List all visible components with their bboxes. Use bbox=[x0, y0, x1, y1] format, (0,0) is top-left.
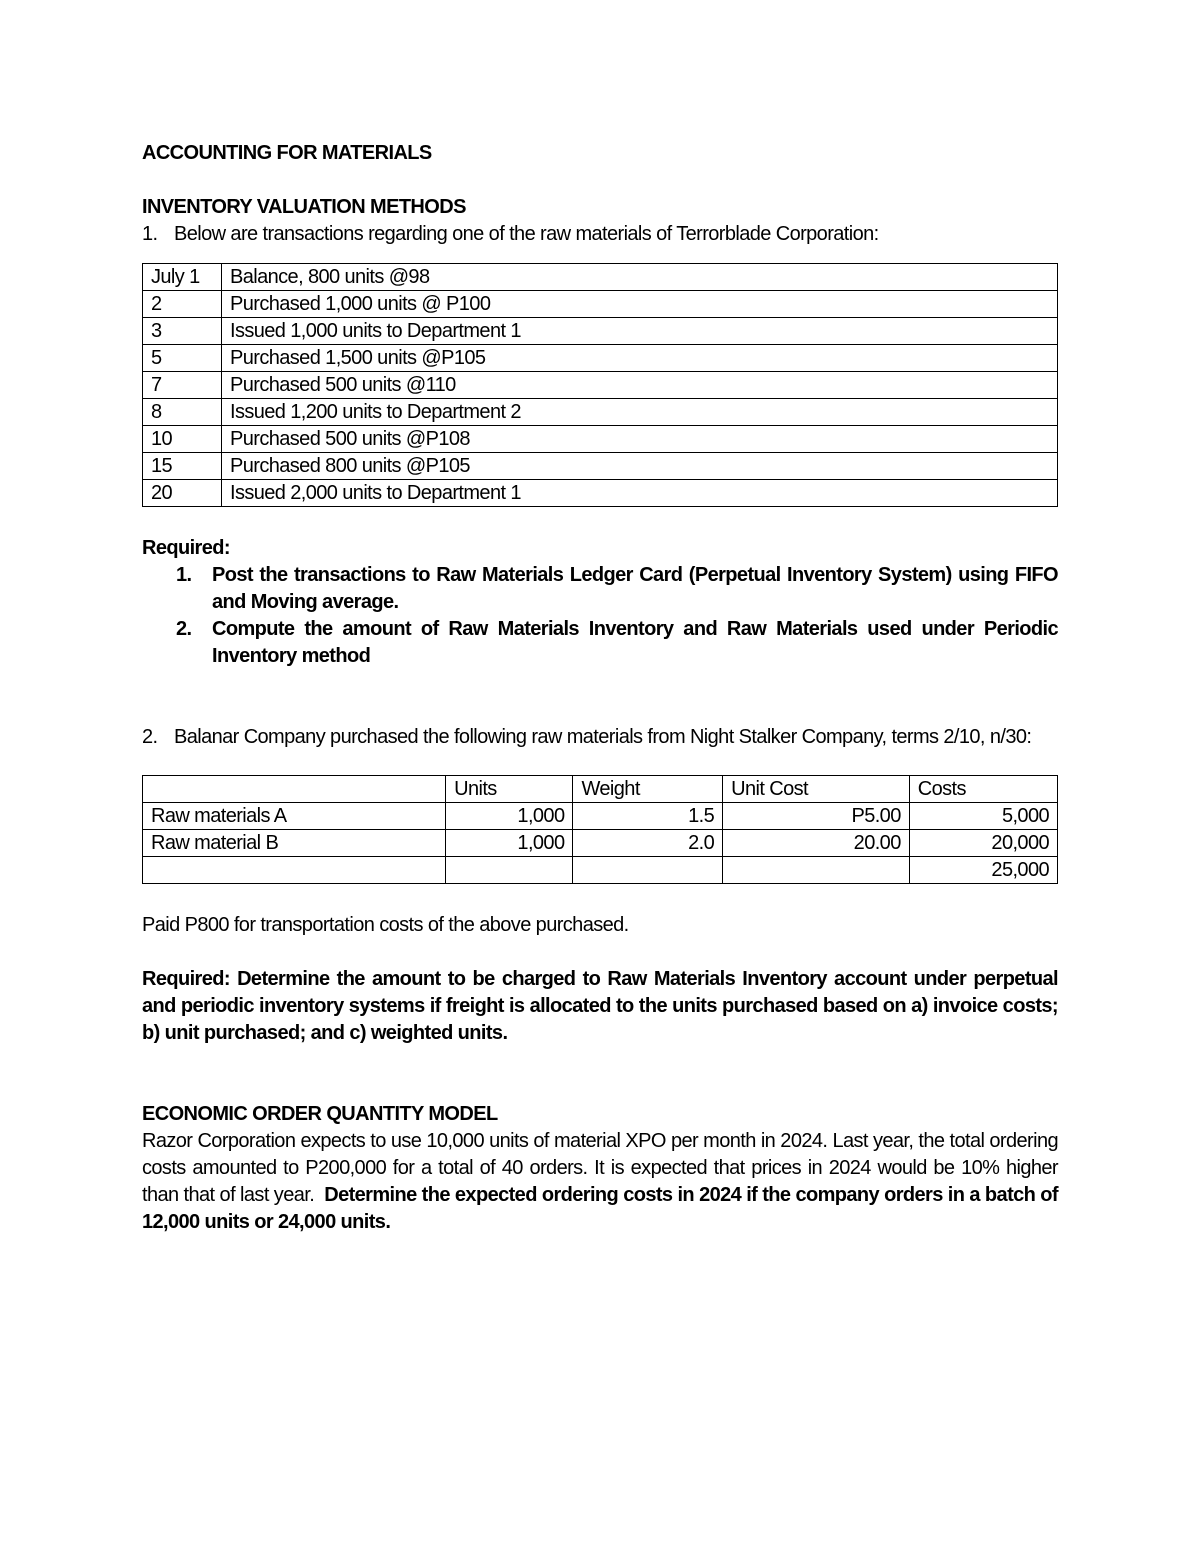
list-item-number: 2. bbox=[176, 618, 192, 640]
document-page bbox=[142, 140, 1058, 1236]
date-cell: 15 bbox=[143, 453, 222, 480]
list-item-text: Post the transactions to Raw Materials Ledger Card (Perpetual Inventory System) using FIFO and Moving average. bbox=[212, 564, 1058, 613]
header-cell bbox=[143, 776, 446, 803]
description-cell: Issued 2,000 units to Department 1 bbox=[222, 480, 1058, 507]
list-item bbox=[142, 616, 1058, 670]
date-cell: 10 bbox=[143, 426, 222, 453]
required-text-2: Required: Determine the amount to be charged to Raw Materials Inventory account under perpetual and periodic inventory systems if freight is allocated to the units purchased based on a) invoice costs; b) unit purchased; and c) weighted units. bbox=[142, 968, 1058, 1044]
eoq-body-text: Razor Corporation expects to use 10,000 units of material XPO per month in 2024. Last year, the total ordering costs amounted to P200,000 for a total of 40 orders. It is expected that prices in 2024 would be 10% higher than that of last year. bbox=[142, 1130, 1058, 1206]
problem-2-text: Balanar Company purchased the following raw materials from Night Stalker Company, terms 2/10, n/30: bbox=[174, 726, 1032, 748]
list-item-number: 1. bbox=[176, 564, 192, 586]
required-list bbox=[142, 562, 1058, 670]
table-row bbox=[143, 318, 1058, 345]
date-cell: 7 bbox=[143, 372, 222, 399]
description-cell: Issued 1,200 units to Department 2 bbox=[222, 399, 1058, 426]
problem-2-number: 2. bbox=[142, 726, 158, 748]
required-label-1: Required: bbox=[142, 537, 230, 559]
problem-2-intro bbox=[142, 724, 1058, 751]
list-item-text: Compute the amount of Raw Materials Inventory and Raw Materials used under Periodic Inventory method bbox=[212, 618, 1058, 667]
table-header-row bbox=[143, 776, 1058, 803]
problem-1-text: Below are transactions regarding one of the raw materials of Terrorblade Corporation: bbox=[174, 223, 879, 245]
section-heading-inventory-valuation: INVENTORY VALUATION METHODS bbox=[142, 196, 466, 218]
problem-1-intro bbox=[142, 221, 1058, 248]
transactions-table bbox=[142, 263, 1058, 507]
weight-cell: 1.5 bbox=[573, 803, 723, 830]
header-cell: Units bbox=[446, 776, 573, 803]
date-cell: 8 bbox=[143, 399, 222, 426]
table-row bbox=[143, 480, 1058, 507]
units-cell: 1,000 bbox=[446, 803, 573, 830]
header-cell: Costs bbox=[909, 776, 1057, 803]
weight-cell bbox=[573, 857, 723, 884]
unit-cost-cell: P5.00 bbox=[723, 803, 910, 830]
table-row bbox=[143, 399, 1058, 426]
table-row bbox=[143, 372, 1058, 399]
description-cell: Balance, 800 units @98 bbox=[222, 264, 1058, 291]
date-cell: 2 bbox=[143, 291, 222, 318]
table-row bbox=[143, 453, 1058, 480]
document-title: ACCOUNTING FOR MATERIALS bbox=[142, 142, 432, 164]
units-cell bbox=[446, 857, 573, 884]
material-name-cell bbox=[143, 857, 446, 884]
costs-cell: 20,000 bbox=[909, 830, 1057, 857]
paid-freight-text: Paid P800 for transportation costs of the above purchased. bbox=[142, 914, 629, 936]
table-row bbox=[143, 426, 1058, 453]
date-cell: 20 bbox=[143, 480, 222, 507]
eoq-paragraph bbox=[142, 1128, 1058, 1236]
unit-cost-cell: 20.00 bbox=[723, 830, 910, 857]
table-row bbox=[143, 345, 1058, 372]
description-cell: Purchased 1,500 units @P105 bbox=[222, 345, 1058, 372]
weight-cell: 2.0 bbox=[573, 830, 723, 857]
table-total-row bbox=[143, 857, 1058, 884]
description-cell: Purchased 500 units @P108 bbox=[222, 426, 1058, 453]
table-row bbox=[143, 264, 1058, 291]
date-cell: 3 bbox=[143, 318, 222, 345]
description-cell: Issued 1,000 units to Department 1 bbox=[222, 318, 1058, 345]
description-cell: Purchased 1,000 units @ P100 bbox=[222, 291, 1058, 318]
costs-cell: 5,000 bbox=[909, 803, 1057, 830]
unit-cost-cell bbox=[723, 857, 910, 884]
description-cell: Purchased 800 units @P105 bbox=[222, 453, 1058, 480]
table-row bbox=[143, 803, 1058, 830]
raw-materials-table bbox=[142, 775, 1058, 884]
date-cell: July 1 bbox=[143, 264, 222, 291]
units-cell: 1,000 bbox=[446, 830, 573, 857]
material-name-cell: Raw material B bbox=[143, 830, 446, 857]
table-row bbox=[143, 291, 1058, 318]
list-item bbox=[142, 562, 1058, 616]
problem-1-number: 1. bbox=[142, 223, 158, 245]
table-row bbox=[143, 830, 1058, 857]
header-cell: Weight bbox=[573, 776, 723, 803]
eoq-required-text: Determine the expected ordering costs in 2024 if the company orders in a batch of 12,000 units or 24,000 units. bbox=[142, 1184, 1058, 1233]
header-cell: Unit Cost bbox=[723, 776, 910, 803]
date-cell: 5 bbox=[143, 345, 222, 372]
section-heading-eoq: ECONOMIC ORDER QUANTITY MODEL bbox=[142, 1103, 498, 1125]
description-cell: Purchased 500 units @110 bbox=[222, 372, 1058, 399]
material-name-cell: Raw materials A bbox=[143, 803, 446, 830]
total-costs-cell: 25,000 bbox=[909, 857, 1057, 884]
